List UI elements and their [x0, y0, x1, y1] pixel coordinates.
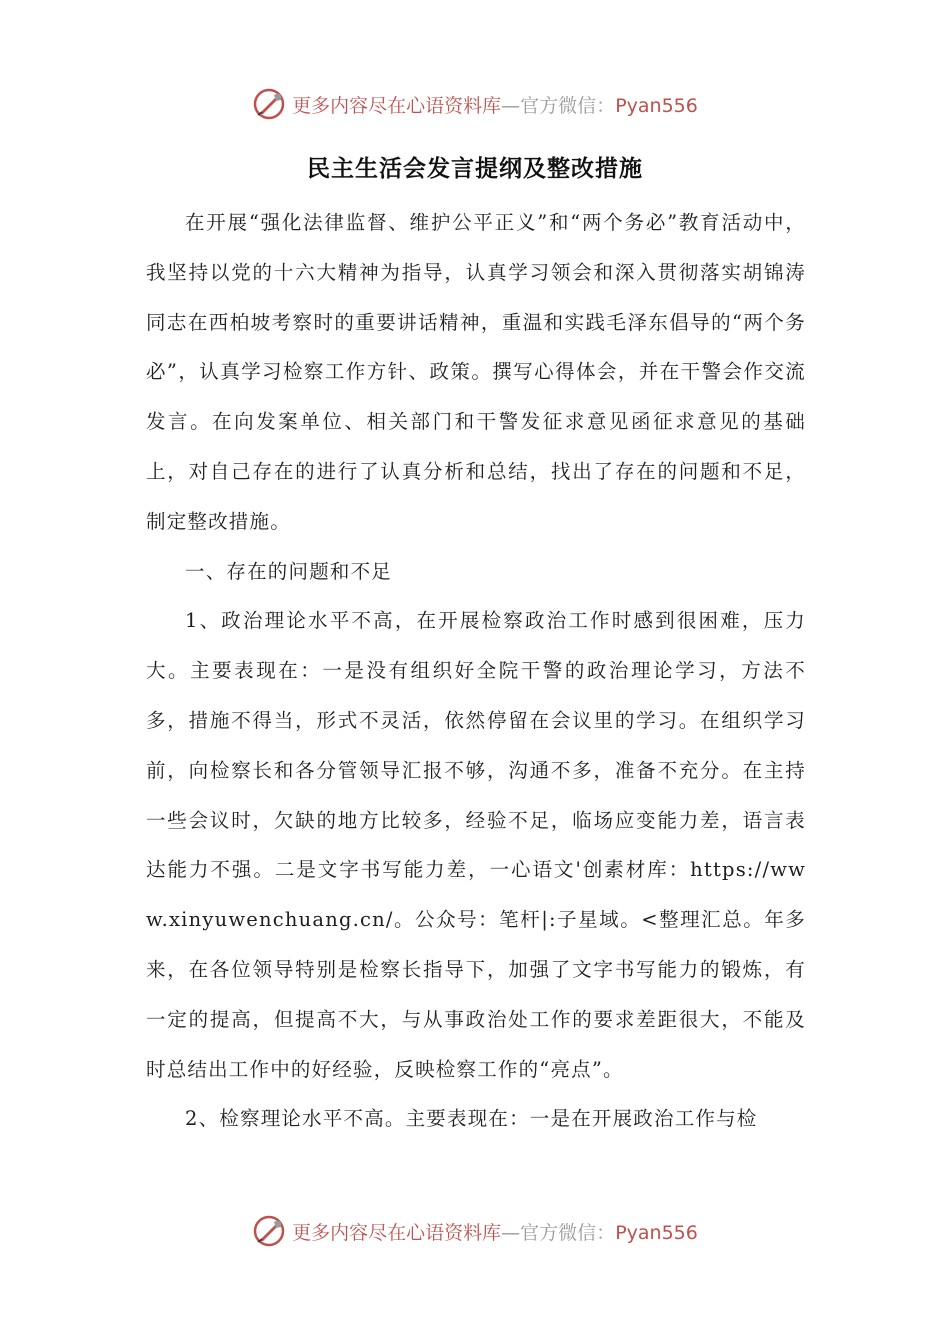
quill-logo-icon — [252, 87, 286, 121]
footer-watermark-banner — [0, 1211, 950, 1251]
banner-text — [292, 1218, 698, 1245]
banner-main-text: 更多内容尽在心语资料库 — [292, 1221, 502, 1244]
section-heading: 一、存在的问题和不足 — [185, 559, 393, 583]
paragraph-intro: 在开展“强化法律监督、维护公平正义”和“两个务必”教育活动中，我坚持以党的十六大精神为指导，认真学习领会和深入贯彻落实胡锦涛同志在西柏坡考察时的重要讲话精神，重温和实践毛泽东倡导的“两个务必”，认真学习检察工作方针、政策。撰写心得体会，并在干警会作交流发言。在向发案单位、相关部门和干警发征求意见函征求意见的基础上，对自己存在的进行了认真分析和总结，找出了存在的问题和不足，制定整改措施。 — [146, 211, 806, 533]
banner-wechat-id: Pyan556 — [615, 94, 698, 117]
banner-separator-text: —官方微信： — [501, 1221, 616, 1244]
paragraph-item-1: 1、政治理论水平不高，在开展检察政治工作时感到很困难，压力大。主要表现在：一是没有组织好全院干警的政治理论学习，方法不多，措施不得当，形式不灵活，依然停留在会议里的学习。在组织学习前，向检察长和各分管领导汇报不够，沟通不多，准备不充分。在主持一些会议时，欠缺的地方比较多，经验不足，临场应变能力差，语言表达能力不强。二是文字书写能力差，一心语文'创素材库：https://www.xinyuwenchuang.cn/。公众号：笔杆|:子星域。<整理汇总。年多来，在各位领导特别是检察长指导下，加强了文字书写能力的锻炼，有一定的提高，但提高不大，与从事政治处工作的要求差距很大，不能及时总结出工作中的好经验，反映检察工作的“亮点”。 — [146, 609, 806, 1081]
banner-wechat-id: Pyan556 — [615, 1221, 698, 1244]
header-watermark-banner — [0, 84, 950, 124]
banner-main-text: 更多内容尽在心语资料库 — [292, 94, 502, 117]
paragraph-item-2: 2、检察理论水平不高。主要表现在：一是在开展政治工作与检 — [185, 1107, 758, 1131]
quill-logo-icon — [252, 1214, 286, 1248]
banner-separator-text: —官方微信： — [501, 94, 616, 117]
document-title: 民主生活会发言提纲及整改措施 — [307, 156, 643, 182]
banner-text — [292, 91, 698, 118]
document-body — [146, 198, 806, 1144]
